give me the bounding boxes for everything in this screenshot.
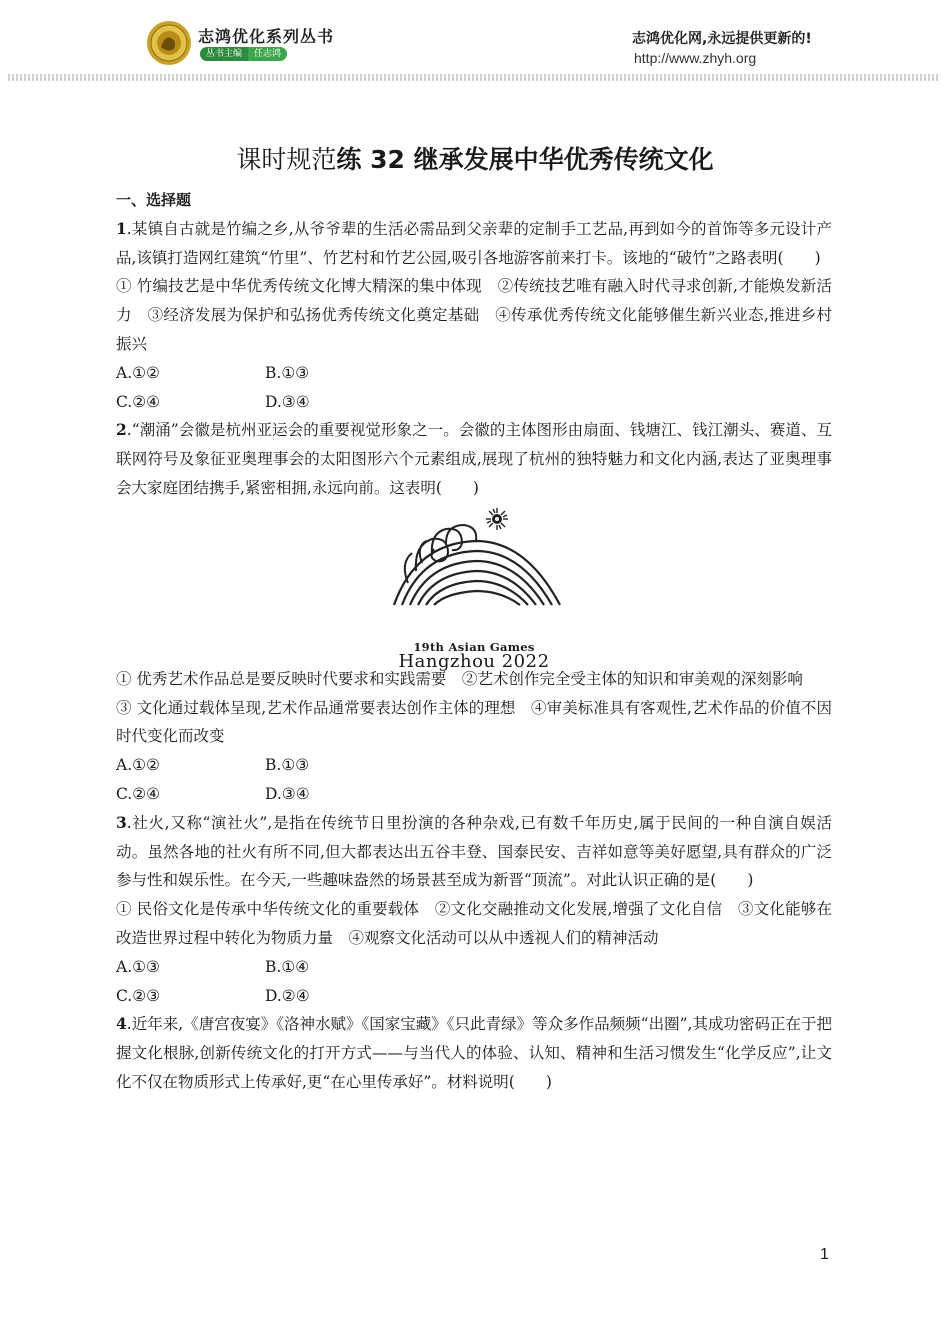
question-1-statements: ① 竹编技艺是中华优秀传统文化博大精深的集中体现 ②传统技艺唯有融入时代寻求创新,才能焕发新活力 ③经济发展为保护和弘扬优秀传统文化奠定基础 ④传承优秀传统文化能够催生新兴业态,推进乡村振兴	[116, 277, 832, 353]
question-2-options-row-1	[116, 751, 832, 780]
option-c[interactable]: C.②④	[116, 392, 161, 411]
option-a[interactable]: A.①②	[116, 363, 160, 382]
question-2-stem	[116, 416, 832, 502]
option-a[interactable]: A.①③	[116, 957, 160, 976]
title-part-2: 练 32 继承发展中华优秀传统文化	[336, 145, 714, 174]
question-4-stem	[116, 1010, 832, 1096]
question-3-statements: ① 民俗文化是传承中华传统文化的重要载体 ②文化交融推动文化发展,增强了文化自信 ③文化能够在改造世界过程中转化为物质力量 ④观察文化活动可以从中透视人们的精神活动	[116, 900, 832, 947]
option-b[interactable]: B.①③	[265, 756, 310, 775]
question-3-stem	[116, 809, 832, 895]
editor-label: 丛书主编	[200, 47, 248, 61]
question-text: .“潮涌”会徽是杭州亚运会的重要视觉形象之一。会徽的主体图形由扇面、钱塘江、钱江潮头、赛道、互联网符号及象征亚奥理事会的太阳图形六个元素组成,展现了杭州的独特魅力和文化内涵,表达了亚奥理事会大家庭团结携手,紧密相拥,永远向前。这表明( )	[116, 421, 832, 497]
ocA-sun-icon	[486, 508, 508, 530]
question-text: .近年来,《唐宫夜宴》《洛神水赋》《国家宝藏》《只此青绿》等众多作品频频“出圈”,其成功密码正在于把握文化根脉,创新传统文化的打开方式——与当代人的体验、认知、精神和生活习惯发生“化学反应”,让文化不仅在物质形式上传承好,更“在心里传承好”。材料说明( )	[116, 1015, 832, 1091]
title-part-1: 课时规范	[236, 145, 337, 174]
series-title: 志鸿优化系列丛书	[198, 27, 335, 46]
question-3-options-row-1	[116, 953, 832, 982]
tide-head-swirls	[405, 525, 476, 583]
option-b[interactable]: B.①③	[265, 363, 310, 382]
page-header	[0, 0, 950, 84]
question-text: .社火,又称“演社火”,是指在传统节日里扮演的各种杂戏,已有数千年历史,属于民间的一种自演自娱活动。虽然各地的社火有所不同,但大都表达出五谷丰登、国泰民安、吉祥如意等美好愿望,具有群众的广泛参与性和娱乐性。在今天,一些趣味盎然的场景甚至成为新晋“顶流”。对此认识正确的是( )	[116, 813, 832, 890]
question-number: 2	[116, 420, 127, 440]
site-url-link[interactable]: http://www.zhyh.org	[634, 50, 757, 66]
document-body	[116, 186, 832, 1097]
publisher-seal-logo	[146, 20, 192, 66]
editor-name: 任志鸿	[248, 47, 287, 61]
header-divider	[8, 74, 940, 81]
asian-games-emblem-figure	[116, 503, 832, 672]
option-c[interactable]: C.②③	[116, 986, 161, 1005]
option-c[interactable]: C.②④	[116, 784, 161, 803]
question-number: 3	[116, 812, 127, 832]
option-d[interactable]: D.③④	[265, 392, 310, 411]
emblem-games-caption: 19th Asian Games	[413, 639, 535, 654]
section-heading: 一、选择题	[116, 191, 192, 209]
question-2-options-row-2	[116, 780, 832, 809]
question-1-options-row-2	[116, 388, 832, 417]
question-2-statement-1: ① 优秀艺术作品总是要反映时代要求和实践需要 ②艺术创作完全受主体的知识和审美观的深刻影响	[116, 669, 803, 688]
question-1-stem	[116, 215, 832, 273]
question-number: 4	[116, 1014, 127, 1034]
option-d[interactable]: D.②④	[265, 986, 310, 1005]
question-1-options-row-1	[116, 359, 832, 388]
question-number: 1	[116, 218, 127, 238]
page-number: 1	[820, 1246, 829, 1263]
question-text: .某镇自古就是竹编之乡,从爷爷辈的生活必需品到父亲辈的定制手工艺品,再到如今的首饰等多元设计产品,该镇打造网红建筑“竹里”、竹艺村和竹艺公园,吸引各地游客前来打卡。该地的“破竹”之路表明( )	[116, 219, 832, 267]
question-3-options-row-2	[116, 982, 832, 1011]
option-d[interactable]: D.③④	[265, 784, 310, 803]
site-slogan: 志鸿优化网,永远提供更新的!	[632, 31, 812, 47]
editor-badge	[200, 47, 287, 61]
option-a[interactable]: A.①②	[116, 756, 160, 775]
option-b[interactable]: B.①④	[265, 957, 310, 976]
page-title	[0, 140, 950, 176]
question-2-statement-2: ③ 文化通过载体呈现,艺术作品通常要表达创作主体的理想 ④审美标准具有客观性,艺术作品的价值不因时代变化而改变	[116, 698, 832, 746]
emblem-city-caption: Hangzhou 2022	[398, 650, 550, 672]
